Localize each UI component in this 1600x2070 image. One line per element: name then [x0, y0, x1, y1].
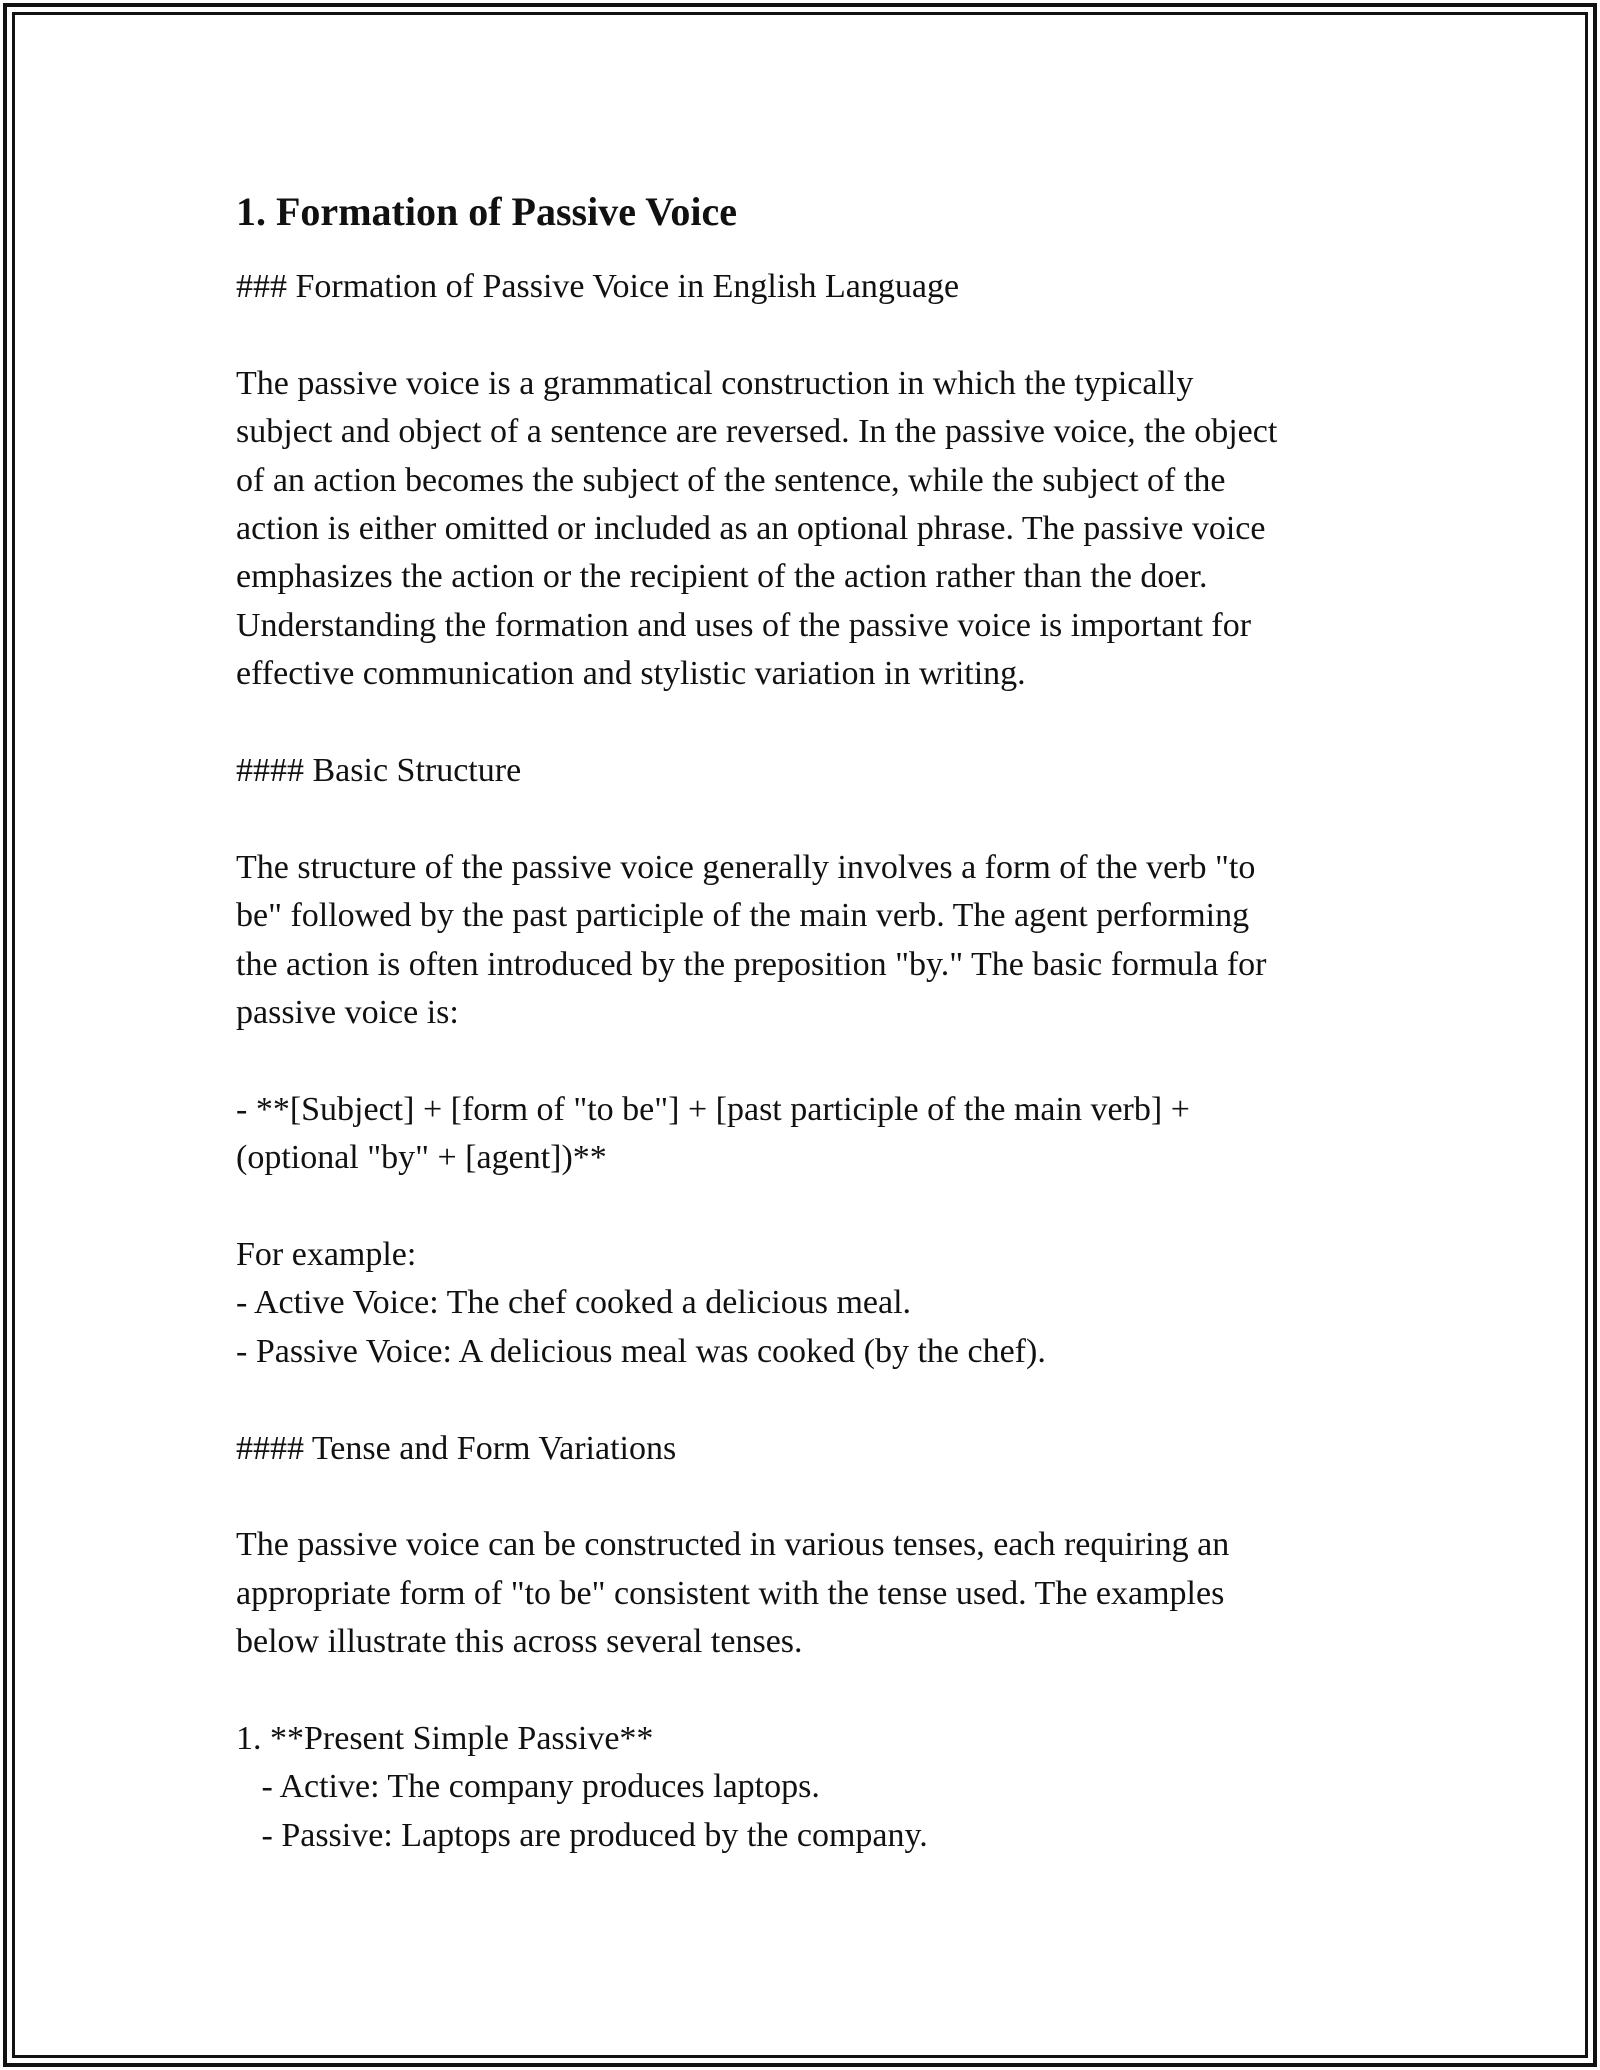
blank-line — [236, 1183, 1366, 1231]
blank-line — [236, 795, 1366, 843]
subheading-tense-variations: #### Tense and Form Variations — [236, 1429, 677, 1467]
example-item: - Active Voice: The chef cooked a delicious meal. — [236, 1284, 912, 1322]
formula-line: (optional "by" + [agent])** — [236, 1139, 607, 1177]
subheading-formation: ### Formation of Passive Voice in English Language — [236, 268, 960, 305]
paragraph-line: the action is often introduced by the preposition "by." The basic formula for — [236, 945, 1267, 983]
document-title: 1. Formation of Passive Voice — [236, 189, 738, 234]
blank-line — [236, 1667, 1366, 1715]
example-item: - Passive Voice: A delicious meal was cooked (by the chef). — [236, 1332, 1046, 1370]
list-subitem: - Active: The company produces laptops. — [236, 1768, 820, 1806]
example-label: For example: — [236, 1236, 417, 1274]
paragraph-line: effective communication and stylistic variation in writing. — [236, 655, 1026, 693]
list-item-heading: 1. **Present Simple Passive** — [236, 1720, 654, 1758]
blank-line — [236, 1473, 1366, 1521]
paragraph-line: below illustrate this across several tenses. — [236, 1623, 803, 1661]
paragraph-line: action is either omitted or included as an optional phrase. The passive voice — [236, 510, 1266, 548]
paragraph-line: The passive voice is a grammatical construction in which the typically — [236, 364, 1194, 402]
paragraph-line: emphasizes the action or the recipient of the action rather than the doer. — [236, 558, 1208, 596]
subheading-basic-structure: #### Basic Structure — [236, 752, 522, 790]
paragraph-line: appropriate form of "to be" consistent with the tense used. The examples — [236, 1574, 1225, 1612]
document-body — [236, 186, 1366, 1860]
list-subitem: - Passive: Laptops are produced by the company. — [236, 1816, 928, 1854]
paragraph-line: The structure of the passive voice generally involves a form of the verb "to — [236, 848, 1256, 886]
paragraph-line: subject and object of a sentence are reversed. In the passive voice, the object — [236, 413, 1278, 451]
paragraph-line: Understanding the formation and uses of the passive voice is important for — [236, 606, 1252, 644]
paragraph-line: passive voice is: — [236, 994, 459, 1032]
paragraph-line: of an action becomes the subject of the sentence, while the subject of the — [236, 461, 1226, 499]
paragraph-line: The passive voice can be constructed in various tenses, each requiring an — [236, 1526, 1230, 1564]
blank-line — [236, 1376, 1366, 1424]
blank-line — [236, 1037, 1366, 1085]
formula-line: - **[Subject] + [form of "to be"] + [past participle of the main verb] + — [236, 1090, 1190, 1128]
blank-line — [236, 311, 1366, 359]
blank-line — [236, 699, 1366, 747]
paragraph-line: be" followed by the past participle of the main verb. The agent performing — [236, 897, 1250, 935]
